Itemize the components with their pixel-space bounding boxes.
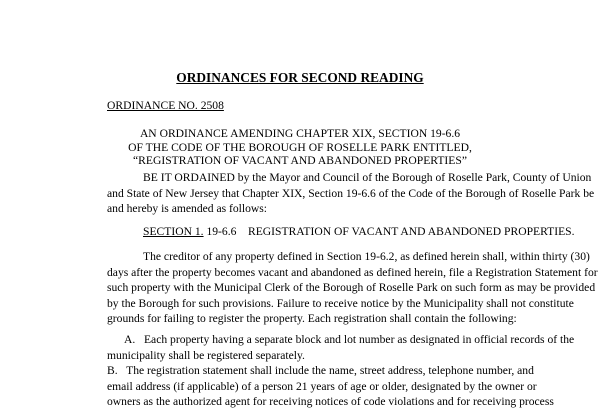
section-heading <box>143 224 575 240</box>
paragraph-line: grounds for failing to register the property. Each registration shall contain the following: <box>107 312 517 326</box>
ordained-paragraph <box>107 170 595 217</box>
paragraph-line: and State of New Jersey that Chapter XIX, Section 19-6.6 of the Code of the Borough of Roselle Park be <box>107 186 595 200</box>
paragraph-line: The creditor of any property defined in Section 19-6.2, as defined herein shall, within thirty (30) <box>143 250 590 263</box>
caption-line: OF THE CODE OF THE BOROUGH OF ROSELLE PARK ENTITLED, <box>128 140 472 154</box>
paragraph-line: B. The registration statement shall include the name, street address, telephone number, and <box>107 364 534 377</box>
item-b-paragraph <box>107 363 554 410</box>
caption-line: “REGISTRATION OF VACANT AND ABANDONED PROPERTIES” <box>133 154 467 167</box>
document-title: ORDINANCES FOR SECOND READING <box>176 70 424 85</box>
caption-line: AN ORDINANCE AMENDING CHAPTER XIX, SECTION 19-6.6 <box>139 127 461 140</box>
paragraph-line: A. Each property having a separate block and lot number as designated in official records of the <box>124 333 575 346</box>
paragraph-line: owners as the authorized agent for receiving notices of code violations and for receiving process <box>107 395 554 409</box>
creditor-paragraph <box>107 249 598 327</box>
paragraph-line: such property with the Municipal Clerk of the Borough of Roselle Park on such form as may be provided <box>107 281 596 295</box>
paragraph-line: by the Borough for such provisions. Failure to receive notice by the Municipality shall not constitute <box>107 296 574 310</box>
paragraph-line: email address (if applicable) of a person 21 years of age or older, designated by the owner or <box>107 379 537 393</box>
section-title: 19-6.6 REGISTRATION OF VACANT AND ABANDONED PROPERTIES. <box>203 225 575 238</box>
section-label: SECTION 1. <box>143 225 204 238</box>
paragraph-line: and hereby is amended as follows: <box>107 202 268 216</box>
ordinance-caption <box>0 127 600 168</box>
paragraph-line: municipality shall be registered separately. <box>107 348 305 362</box>
ordinance-number: ORDINANCE NO. 2508 <box>107 99 224 112</box>
paragraph-line: BE IT ORDAINED by the Mayor and Council of the Borough of Roselle Park, County of Union <box>143 171 592 184</box>
paragraph-line: days after the property becomes vacant and abandoned as defined herein, file a Registration Statement for <box>107 265 598 279</box>
item-a-paragraph <box>107 332 575 363</box>
